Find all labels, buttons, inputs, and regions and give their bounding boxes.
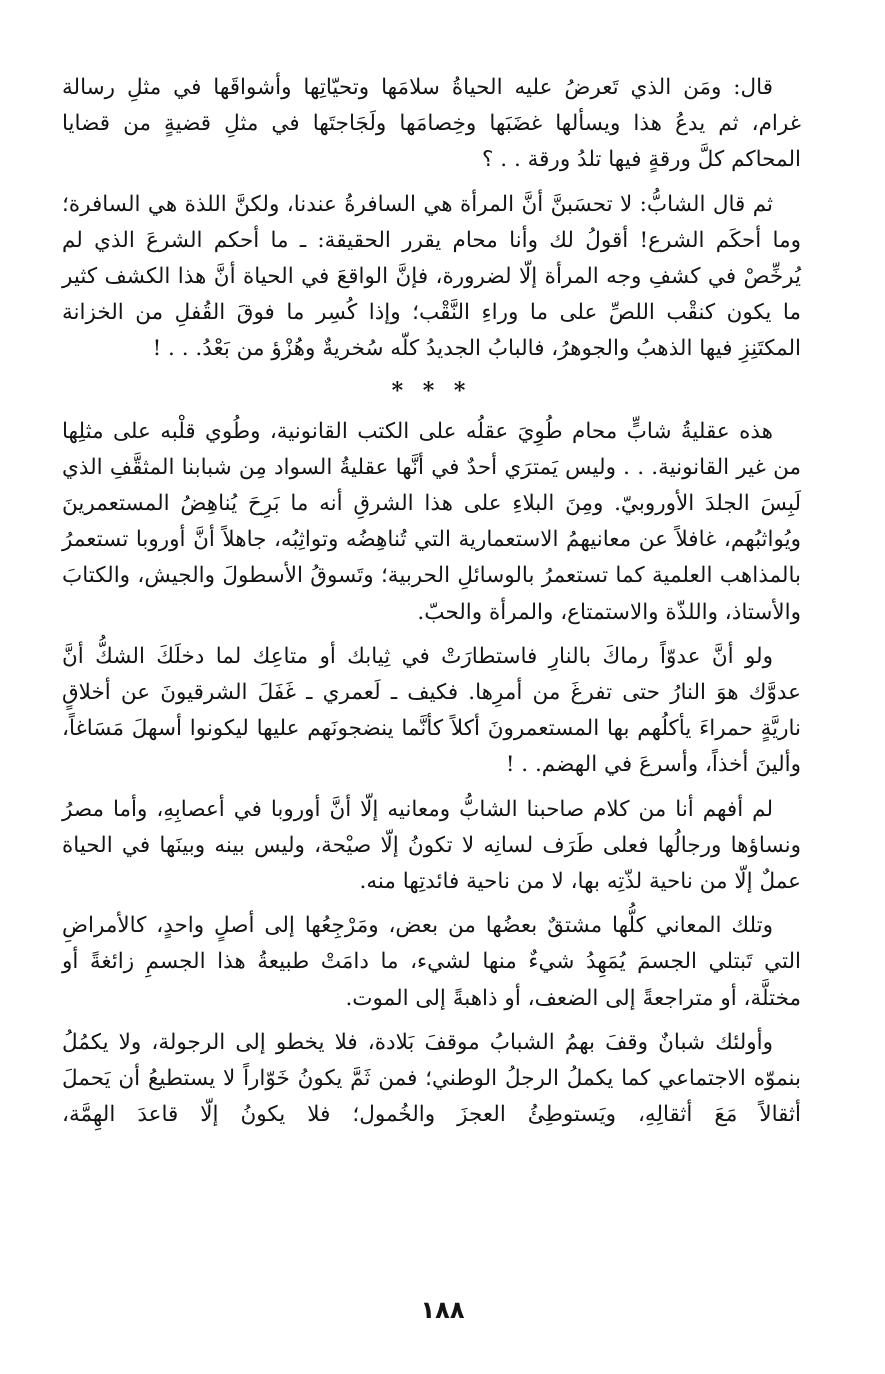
paragraph-4: ولو أنَّ عدوّاً رماكَ بالنارِ فاستطارَتْ في ثِيابك أو متاعِك لما دخلَكَ الشكُّ أنَّ عدوَّك هوَ النارُ حتى تفرغَ من أمرِها. فكيف ـ لَعمري ـ غَفَلَ الشرقيونَ عن أخلاقٍ ناريَّةٍ حمراءَ يأكلُهم بها المستعمرونَ أكلاً كأنَّما ينضجونَهم عليها ليكونوا أسهلَ مَسَاغاً، وألينَ أخذاً، وأسرعَ في الهضم. . ! xyxy=(62,643,801,778)
page-number: ١٨٨ xyxy=(420,1296,465,1324)
paragraph-2: ثم قال الشابُّ: لا تحسَبنَّ أنَّ المرأة هي السافرةُ عندنا، ولكنَّ اللذة هي السافرة؛ وما أحكَم الشرع! أقولُ لك وأنا محام يقرر الحقيقة: ـ ما أحكم الشرعَ الذي لم يُرخِّصْ في كشفِ وجه المرأة إلّا لضرورة، فإنَّ الواقعَ في الحياة أنَّ هذا الكشف كثير ما يكون كنقْب اللصِّ على ما وراءِ النَّقْب؛ وإذا كُسِر ما فوقَ القُفلِ من الخزانة المكتَنِزِ فيها الذهبُ والجوهرُ، فالبابُ الجديدُ كلّه سُخريةٌ وهُزْؤ من بَعْدُ. . . ! xyxy=(62,191,801,362)
paragraph-6: وتلك المعاني كلُّها مشتقٌ بعضُها من بعض، ومَرْجِعُها إلى أصلٍ واحدٍ، كالأمراضِ التي تَبتلي الجسمَ يُمَهِدُ شيءٌ منها لشيء، ما دامَتْ طبيعةُ هذا الجسمِ زائغةً أو مختلَّة، أو متراجعةً إلى الضعف، أو ذاهبةً إلى الموت. xyxy=(62,913,801,1011)
paragraph-5: لم أفهم أنا من كلام صاحبنا الشابُّ ومعانيه إلّا أنَّ أوروبا في أعصابِهِ، وأما مصرُ ونساؤها ورجالُها فعلى طَرَف لسانِه لا تكونُ إلّا صيْحة، وليس بينه وبينَها في الحياة عملٌ إلّا من ناحية لذّتِه بها، لا من ناحية فائدتِها منه. xyxy=(62,796,801,895)
paragraph-7: وأولئك شبانٌ وقفَ بهمُ الشبابُ موقفَ بَلادة، فلا يخطو إلى الرجولة، ولا يكمُلُ بنموّه الاجتماعي كما يكملُ الرجلُ الوطني؛ فمن ثَمَّ يكونُ خَوّاراً لا يستطيعُ أن يَحملَ أثقالاً مَعَ أثقالِهِ، ويَستوطِئُ العجزَ والخُمول؛ فلا يكونُ إلّا قاعدَ الهِمَّة، xyxy=(62,1029,801,1128)
page-body xyxy=(62,70,801,1141)
section-divider: * * * xyxy=(391,377,472,404)
paragraph-3: هذه عقليةُ شابٍّ محام طُوِيَ عقلُه على الكتب القانونية، وطُوي قلْبه على مثلِها من غير القانونية. . . وليس يَمترَي أحدٌ في أنَّها عقليةُ السواد مِن شبابنا المثقَّفِ الذي لَبِسَ الجلدَ الأوروبيّ. ومِنَ البلاءِ على هذا الشرقِ أنه ما بَرِحَ يُناهِضُ المستعمرينَ ويُواثبُهم، غافلاً عن معانيهمُ الاستعمارية التي تُناهِضُه وتواثِبُه، جاهلاً أنَّ أوروبا تستعمرُ بالمذاهب العلمية كما تستعمرُ بالوسائلِ الحربية؛ وتَسوقُ الأسطولَ والجيش، والكتابَ والأستاذ، واللذّة والاستمتاع، والمرأة والحبّ. xyxy=(62,418,801,625)
paragraph-1: قال: ومَن الذي تَعرضُ عليه الحياةُ سلامَها وتحيّاتِها وأشواقَها في مثلِ رسالة غرام، ثم يدعُ هذا ويسألها غضَبَها وخِصامَها ولَجَاجتَها في مثلِ قضيةٍ من قضايا المحاكم كلَّ ورقةٍ فيها تلدُ ورقة . . ؟ xyxy=(62,75,801,173)
